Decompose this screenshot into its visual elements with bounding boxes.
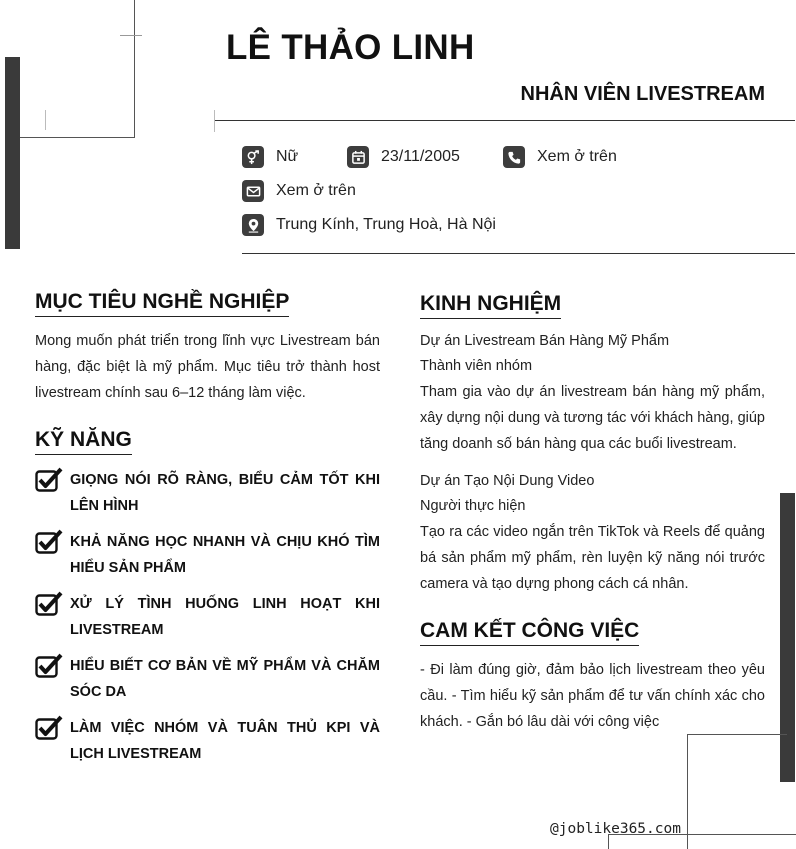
skill-item [35, 591, 380, 643]
experience-item [420, 329, 765, 457]
checkbox-checked-icon [35, 467, 63, 493]
address-value: Trung Kính, Trung Hoà, Hà Nội [276, 216, 496, 233]
skills-section [35, 428, 380, 767]
experience-item [420, 469, 765, 597]
divider [215, 120, 795, 121]
skills-title: KỸ NĂNG [35, 428, 132, 455]
right-column [420, 292, 765, 735]
email-value: Xem ở trên [276, 182, 356, 199]
skill-item [35, 653, 380, 705]
contact-phone [503, 146, 617, 168]
experience-title: KINH NGHIỆM [420, 292, 561, 319]
skill-text: KHẢ NĂNG HỌC NHANH VÀ CHỊU KHÓ TÌM HIỂU SẢN PHẨM [70, 534, 380, 576]
job-position: NHÂN VIÊN LIVESTREAM [520, 83, 765, 105]
commitment-text: - Đi làm đúng giờ, đảm bảo lịch livestream theo yêu cầu. - Tìm hiểu kỹ sản phẩm để tư vấn chính xác cho khách. - Gắn bó lâu dài với công việc [420, 662, 765, 730]
mail-icon [242, 180, 264, 202]
checkbox-checked-icon [35, 529, 63, 555]
calendar-icon [347, 146, 369, 168]
candidate-name: LÊ THẢO LINH [226, 28, 475, 67]
divider [242, 253, 795, 254]
checkbox-checked-icon [35, 591, 63, 617]
phone-value: Xem ở trên [537, 148, 617, 165]
checkbox-checked-icon [35, 715, 63, 741]
skill-text: HIỂU BIẾT CƠ BẢN VỀ MỸ PHẨM VÀ CHĂM SÓC DA [70, 658, 380, 700]
experience-section [420, 292, 765, 597]
skills-list [35, 467, 380, 767]
decorative-bar-left [5, 57, 20, 249]
experience-description: Tạo ra các video ngắn trên TikTok và Reels để quảng bá sản phẩm mỹ phẩm, rèn luyện kỹ năng nói trước camera và tạo dựng phong cách cá nhân. [420, 524, 765, 592]
location-pin-icon [242, 214, 264, 236]
contact-birthday [347, 146, 460, 168]
decorative-line [45, 110, 46, 130]
objective-section [35, 290, 380, 406]
skill-text: LÀM VIỆC NHÓM VÀ TUÂN THỦ KPI VÀ LỊCH LIVESTREAM [70, 720, 380, 762]
photo-frame [20, 0, 135, 138]
contact-gender [242, 146, 298, 168]
objective-title: MỤC TIÊU NGHỀ NGHIỆP [35, 290, 289, 317]
left-column [35, 290, 380, 777]
skill-item [35, 467, 380, 519]
skill-item [35, 529, 380, 581]
experience-project: Dự án Livestream Bán Hàng Mỹ Phẩm [420, 333, 670, 349]
experience-description: Tham gia vào dự án livestream bán hàng mỹ phẩm, xây dựng nội dung và tương tác với khách hàng, giúp tăng doanh số bán hàng qua các buổi livestream. [420, 384, 765, 452]
objective-text: Mong muốn phát triển trong lĩnh vực Livestream bán hàng, đặc biệt là mỹ phẩm. Mục tiêu trở thành host livestream chính sau 6–12 tháng làm việc. [35, 333, 380, 401]
contact-address [242, 214, 496, 236]
checkbox-checked-icon [35, 653, 63, 679]
skill-item [35, 715, 380, 767]
decorative-frame-bottom [687, 734, 787, 849]
contact-email [242, 180, 356, 202]
commitment-title: CAM KẾT CÔNG VIỆC [420, 619, 639, 646]
decorative-line [214, 110, 215, 132]
experience-project: Dự án Tạo Nội Dung Video [420, 473, 595, 489]
birthday-value: 23/11/2005 [381, 148, 460, 165]
decorative-line [120, 35, 142, 36]
commitment-section [420, 619, 765, 735]
phone-icon [503, 146, 525, 168]
gender-icon [242, 146, 264, 168]
watermark: @joblike365.com [550, 821, 681, 837]
skill-text: XỬ LÝ TÌNH HUỐNG LINH HOẠT KHI LIVESTREAM [70, 596, 380, 638]
experience-list [420, 329, 765, 597]
experience-role: Thành viên nhóm [420, 358, 533, 374]
gender-value: Nữ [276, 148, 299, 165]
experience-role: Người thực hiện [420, 498, 526, 514]
skill-text: GIỌNG NÓI RÕ RÀNG, BIỂU CẢM TỐT KHI LÊN HÌNH [70, 472, 380, 514]
